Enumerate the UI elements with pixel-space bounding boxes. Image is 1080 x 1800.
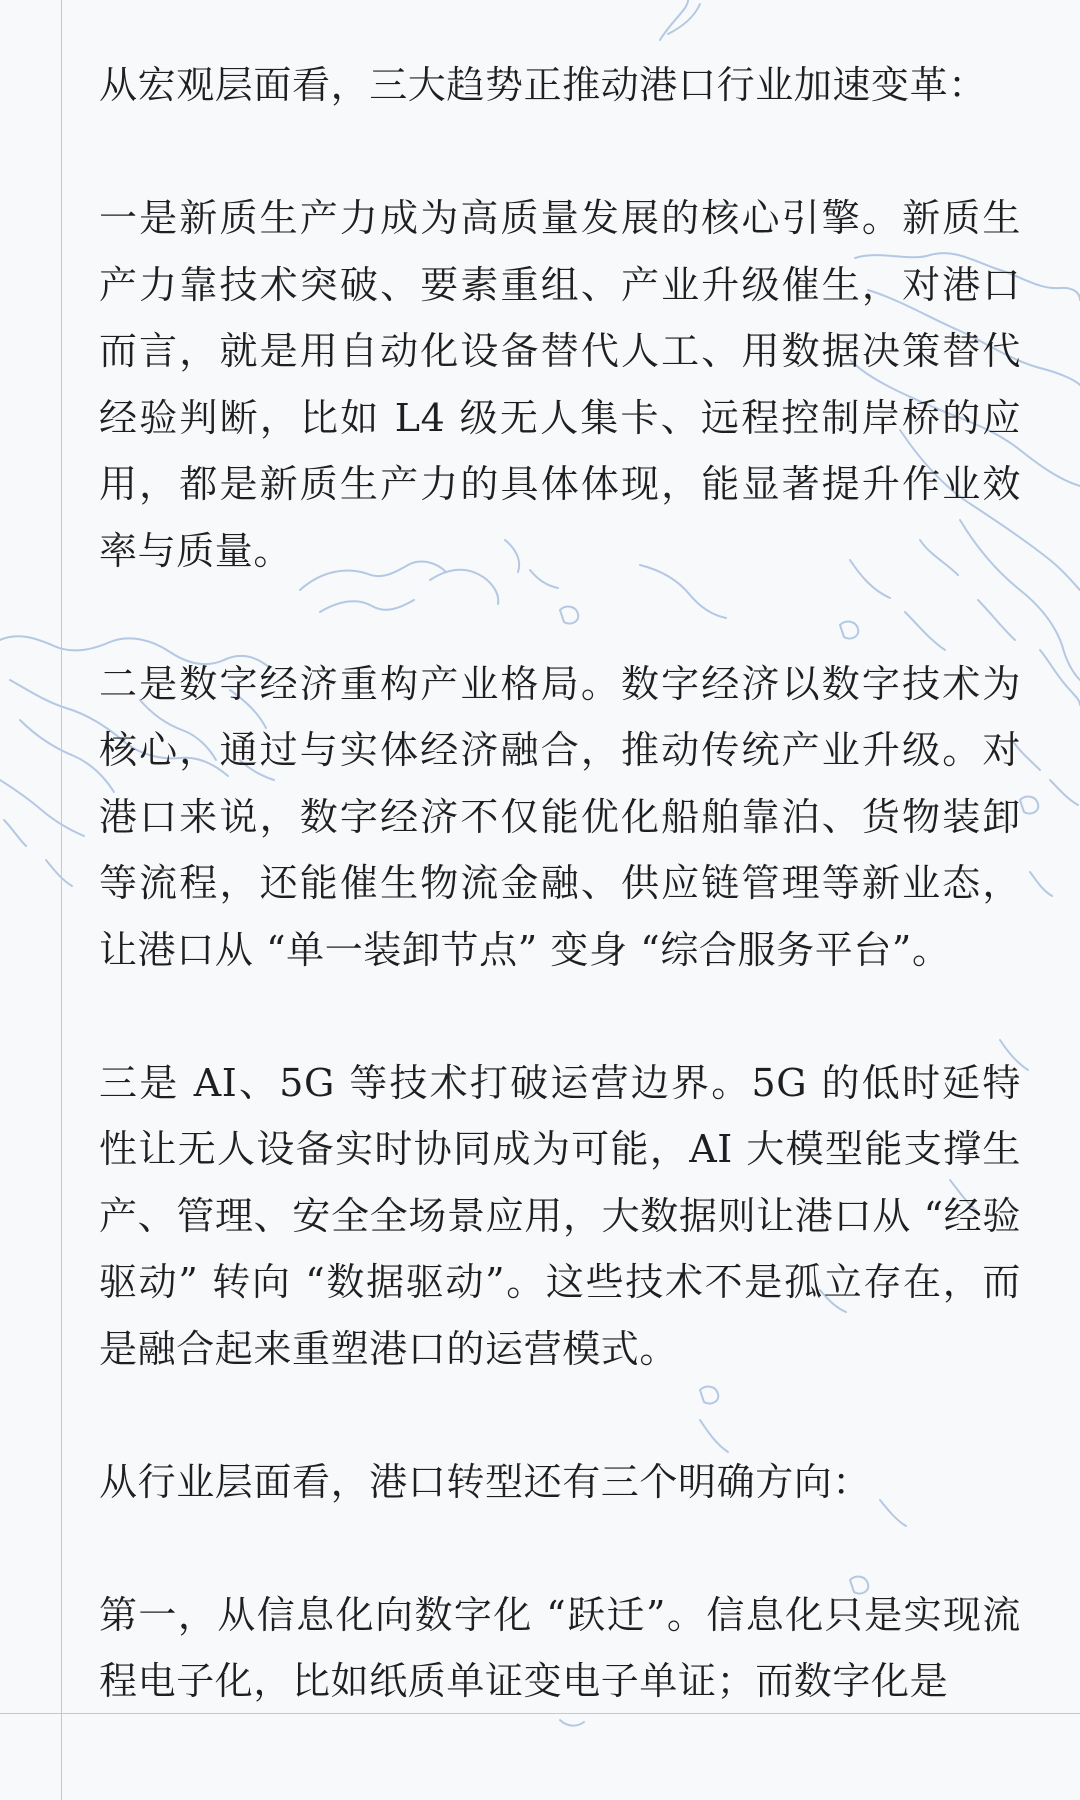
article-body (99, 52, 1021, 1781)
paragraph-digital-economy: 二是数字经济重构产业格局。数字经济以数字技术为核心，通过与实体经济融合，推动传统产业升级。对港口来说，数字经济不仅能优化船舶靠泊、货物装卸等流程，还能催生物流金融、供应链管理等新业态，让港口从 “单一装卸节点” 变身 “综合服务平台”。 (99, 661, 1021, 972)
paragraph-digitalization: 第一，从信息化向数字化 “跃迁”。信息化只是实现流程电子化，比如纸质单证变电子单证；而数字化是 (99, 1592, 1021, 1703)
paragraph-macro-intro: 从宏观层面看，三大趋势正推动港口行业加速变革： (99, 63, 987, 107)
paragraph-ai-5g: 三是 AI、5G 等技术打破运营边界。5G 的低时延特性让无人设备实时协同成为可能，AI 大模型能支撑生产、管理、安全全场景应用，大数据则让港口从 “经验驱动” 转向 “数据驱动”。这些技术不是孤立存在，而是融合起来重塑港口的运营模式。 (99, 1060, 1021, 1371)
paragraph-new-productivity: 一是新质生产力成为高质量发展的核心引擎。新质生产力靠技术突破、要素重组、产业升级催生，对港口而言，就是用自动化设备替代人工、用数据决策替代经验判断，比如 L4 级无人集卡、远程控制岸桥的应用，都是新质生产力的具体体现，能显著提升作业效率与质量。 (99, 196, 1021, 573)
page-margin-line (61, 0, 62, 1800)
paragraph-industry-intro: 从行业层面看，港口转型还有三个明确方向： (99, 1459, 872, 1504)
